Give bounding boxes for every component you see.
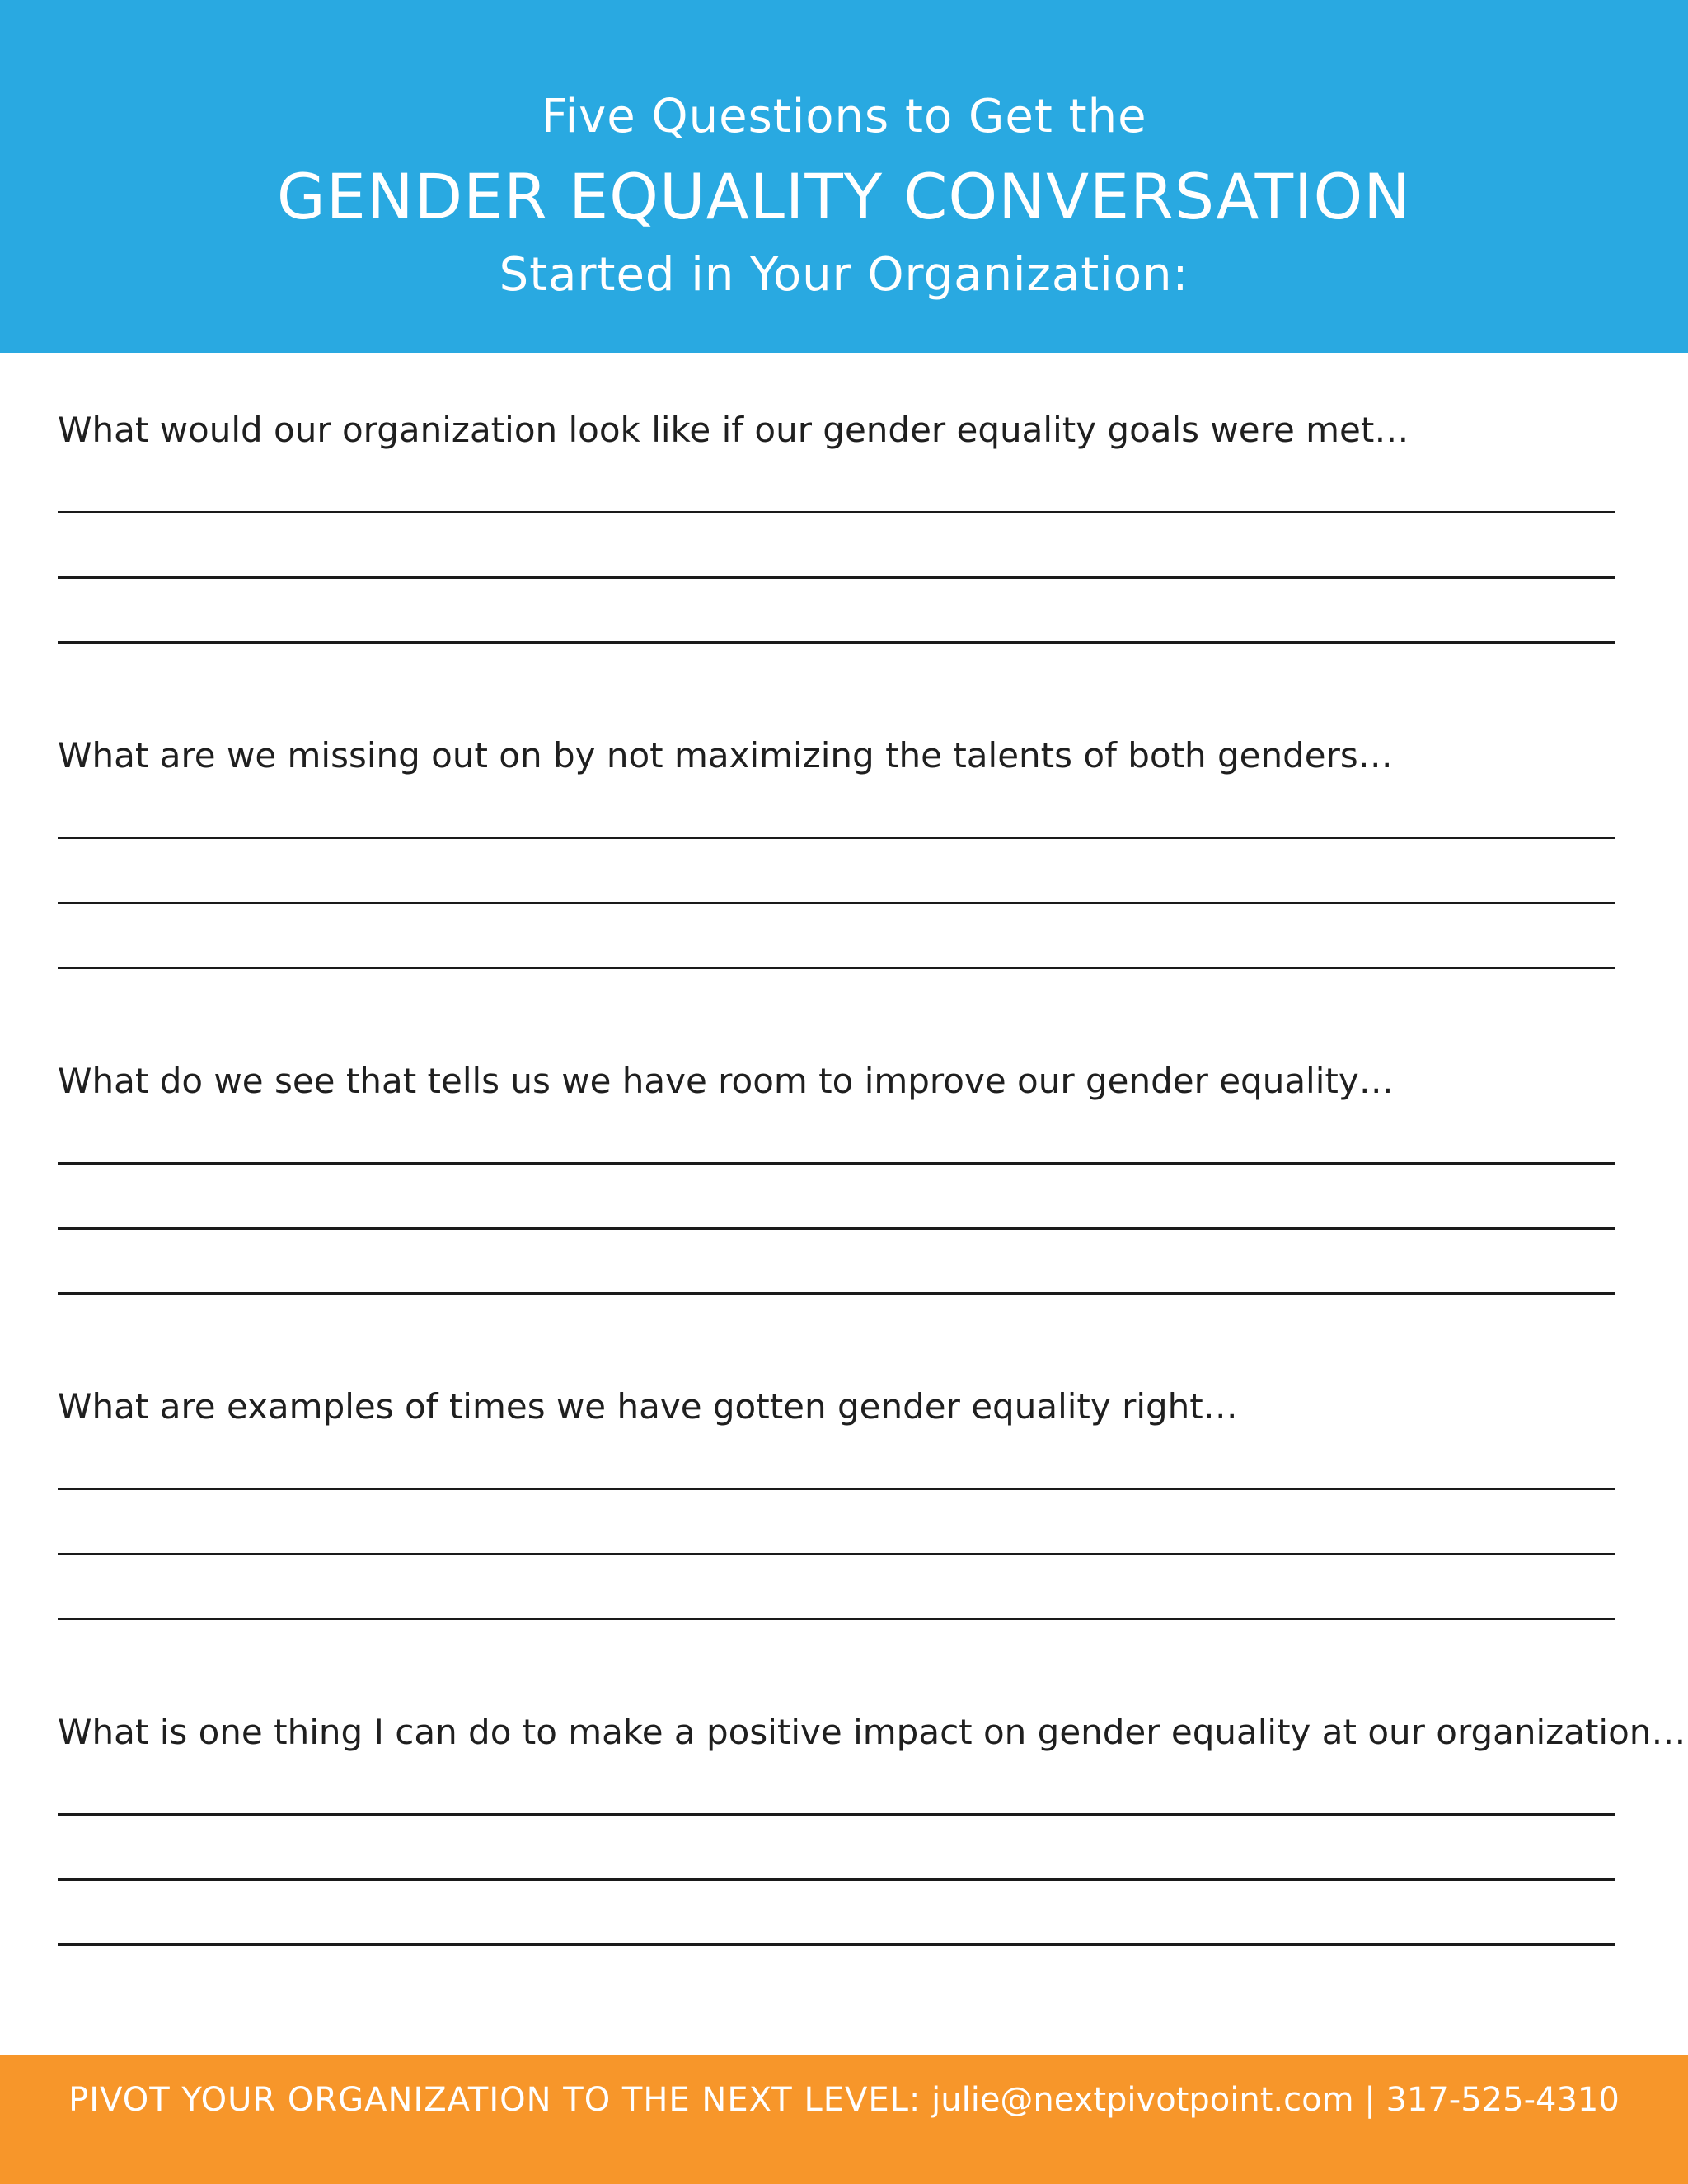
answer-line[interactable] [58,902,1615,904]
question-text: What is one thing I can do to make a positive impact on gender equality at our organization… [58,1712,1686,1752]
answer-line[interactable] [58,1813,1615,1816]
footer-contact [0,2075,1688,2125]
question-text: What would our organization look like if our gender equality goals were met… [58,410,1409,450]
footer-banner [0,2055,1688,2184]
header-banner [0,0,1688,353]
answer-line[interactable] [58,967,1615,969]
answer-line[interactable] [58,1553,1615,1555]
answer-line[interactable] [58,1227,1615,1230]
footer-phone[interactable]: 317-525-4310 [1386,2081,1620,2119]
footer-tagline: PIVOT YOUR ORGANIZATION TO THE NEXT LEVEL: [68,2081,921,2119]
answer-line[interactable] [58,1878,1615,1881]
answer-line[interactable] [58,576,1615,579]
header-subtitle-top: Five Questions to Get the [541,90,1147,143]
footer-separator: | [1364,2081,1376,2119]
answer-line[interactable] [58,1943,1615,1946]
question-text: What are we missing out on by not maximizing the talents of both genders… [58,735,1393,776]
page-title: GENDER EQUALITY CONVERSATION [276,160,1412,233]
footer-email[interactable]: julie@nextpivotpoint.com [931,2081,1354,2119]
answer-line[interactable] [58,511,1615,513]
answer-line[interactable] [58,1162,1615,1165]
answer-line[interactable] [58,1292,1615,1295]
question-text: What do we see that tells us we have room to improve our gender equality… [58,1061,1394,1101]
answer-line[interactable] [58,837,1615,839]
answer-line[interactable] [58,1488,1615,1490]
question-text: What are examples of times we have gotten gender equality right… [58,1386,1238,1427]
answer-line[interactable] [58,1618,1615,1620]
header-subtitle-bottom: Started in Your Organization: [499,248,1189,302]
answer-line[interactable] [58,641,1615,644]
